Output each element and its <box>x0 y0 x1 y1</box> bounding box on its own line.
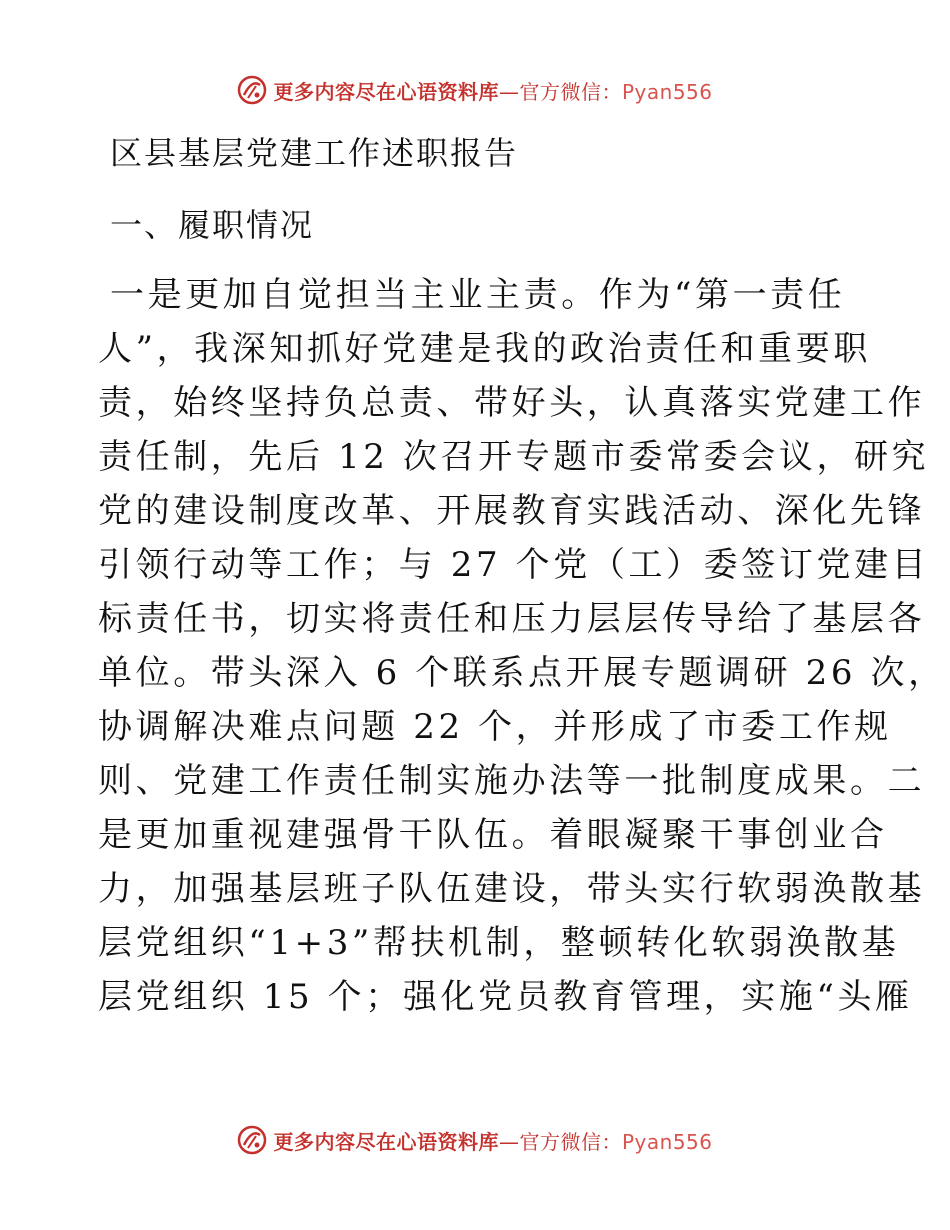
body-line: 党的建设制度改革、开展教育实践活动、深化先锋 <box>98 491 926 531</box>
watermark-wechat-id: Pyan556 <box>621 79 713 104</box>
watermark-main: 更多内容尽在心语资料库 <box>273 1129 499 1154</box>
watermark-wechat-id: Pyan556 <box>621 1129 713 1154</box>
watermark-label: 官方微信： <box>519 1129 622 1154</box>
body-line: 引领行动等工作；与 27 个党（工）委签订党建目 <box>98 545 930 585</box>
body-line: 人”，我深知抓好党建是我的政治责任和重要职 <box>98 329 871 369</box>
brand-logo-icon <box>237 1125 267 1155</box>
document-title: 区县基层党建工作述职报告 <box>110 134 519 172</box>
watermark-dash: — <box>498 1129 520 1154</box>
body-line: 则、党建工作责任制实施办法等一批制度成果。二 <box>98 761 926 801</box>
body-line: 标责任书，切实将责任和压力层层传导给了基层各 <box>98 599 926 639</box>
body-line: 层党组织“1+3”帮扶机制，整顿转化软弱涣散基 <box>98 923 900 963</box>
watermark-dash: — <box>498 79 520 104</box>
watermark-text <box>273 76 712 105</box>
body-line: 责，始终坚持负总责、带好头，认真落实党建工作 <box>98 383 926 423</box>
footer-watermark <box>0 1120 950 1160</box>
body-line: 是更加重视建强骨干队伍。着眼凝聚干事创业合 <box>98 815 888 855</box>
watermark-main: 更多内容尽在心语资料库 <box>273 79 499 104</box>
body-line: 责任制，先后 12 次召开专题市委常委会议，研究 <box>98 437 930 477</box>
body-line: 一是更加自觉担当主业主责。作为“第一责任 <box>110 275 846 315</box>
watermark-text <box>273 1126 712 1155</box>
header-watermark <box>0 70 950 110</box>
body-line: 协调解决难点问题 22 个，并形成了市委工作规 <box>98 707 892 747</box>
section-heading: 一、履职情况 <box>110 206 315 244</box>
document-body <box>98 273 946 1029</box>
watermark-label: 官方微信： <box>519 79 622 104</box>
body-line: 层党组织 15 个；强化党员教育管理，实施“头雁 <box>98 977 913 1017</box>
brand-logo-icon <box>237 75 267 105</box>
body-line: 力，加强基层班子队伍建设，带头实行软弱涣散基 <box>98 869 926 909</box>
body-line: 单位。带头深入 6 个联系点开展专题调研 26 次， <box>98 653 946 693</box>
